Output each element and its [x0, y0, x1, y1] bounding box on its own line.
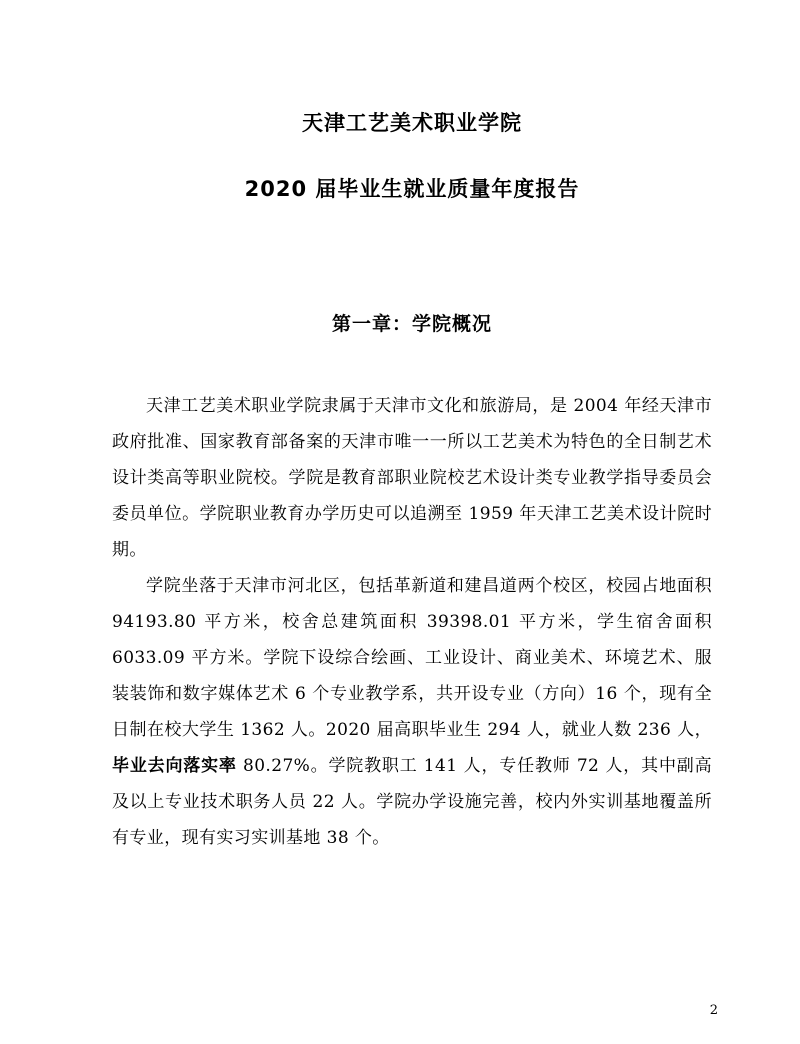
- page-title: 天津工艺美术职业学院: [302, 111, 522, 135]
- plain-text: 80.27%。学院教职工 141 人，专任教师 72 人，其中副高及以上专业技术职务人员 22 人。学院办学设施完善，校内外实训基地覆盖所有专业，现有实习实训基地 38 个。: [112, 756, 712, 849]
- page-content: [112, 0, 712, 856]
- paragraph: [112, 388, 712, 568]
- page-number: 2: [709, 1003, 718, 1018]
- chapter-heading: 第一章：学院概况: [331, 313, 492, 335]
- body-text: [112, 388, 712, 856]
- title-block: [112, 108, 712, 205]
- plain-text: 学院坐落于天津市河北区，包括革新道和建昌道两个校区，校园占地面积 94193.80 平方米，校舍总建筑面积 39398.01 平方米，学生宿舍面积 6033.09 平方米。学院下设综合绘画、工业设计、商业美术、环境艺术、服装装饰和数字媒体艺术 6 个专业教学系，共开设专业（方向）16 个，现有全日制在校大学生 1362 人。2020 届高职毕业生 294 人，就业人数 236 人，: [112, 576, 712, 741]
- plain-text: 天津工艺美术职业学院隶属于天津市文化和旅游局，是 2004 年经天津市政府批准、国家教育部备案的天津市唯一一所以工艺美术为特色的全日制艺术设计类高等职业院校。学院是教育部职业院校艺术设计类专业教学指导委员会委员单位。学院职业教育办学历史可以追溯至 1959 年天津工艺美术设计院时期。: [112, 396, 712, 561]
- page-subtitle: 2020 届毕业生就业质量年度报告: [244, 176, 580, 201]
- paragraph: [112, 568, 712, 856]
- emphasis-text: 毕业去向落实率: [112, 756, 237, 777]
